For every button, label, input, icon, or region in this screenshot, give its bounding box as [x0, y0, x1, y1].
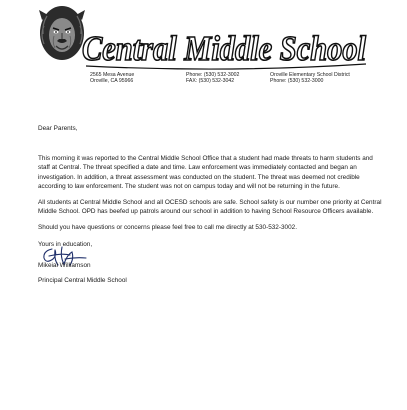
school-name-logotype [78, 24, 370, 72]
school-fax: FAX: (530) 532-3042 [186, 78, 235, 85]
district-phone: Phone: (530) 532-3000 [270, 78, 324, 85]
paragraph-safety: All students at Central Middle School and all OCESD schools are safe. School safety is our number one priority at Central Middle School. OPD has beefed up patrols around our school in addition to having School Resource Officers available. [38, 199, 382, 216]
letterhead [38, 4, 368, 72]
closing: Yours in education, [38, 240, 93, 248]
district-name: Oroville Elementary School District [270, 72, 350, 78]
paragraph-contact: Should you have questions or concerns please feel free to call me directly at 530-532-3002. [38, 224, 297, 232]
school-phone: Phone: (530) 532-3002 [186, 72, 240, 78]
school-name-text: Central Middle School [82, 29, 367, 68]
signature-name: Mikeial Williamson [38, 261, 91, 269]
school-address [90, 72, 134, 84]
signature-title: Principal Central Middle School [38, 277, 127, 285]
address-line-1: 2565 Mesa Avenue [90, 72, 135, 78]
school-phone-fax [186, 72, 239, 84]
letter-body [38, 124, 384, 285]
district-info [270, 72, 350, 84]
salutation: Dear Parents, [38, 125, 78, 132]
address-line-2: Oroville, CA 95966 [90, 78, 134, 85]
paragraph-incident: This morning it was reported to the Central Middle School Office that a student had made threats to harm students and staff at Central. The threat specified a date and time. Law enforcement was immediately contacted and began an investigation. In addition, a threat assessment was conducted on the student. The threat was deemed not credible according to law enforcement. The student was not on campus today and will not be returning in the future. [38, 155, 373, 190]
